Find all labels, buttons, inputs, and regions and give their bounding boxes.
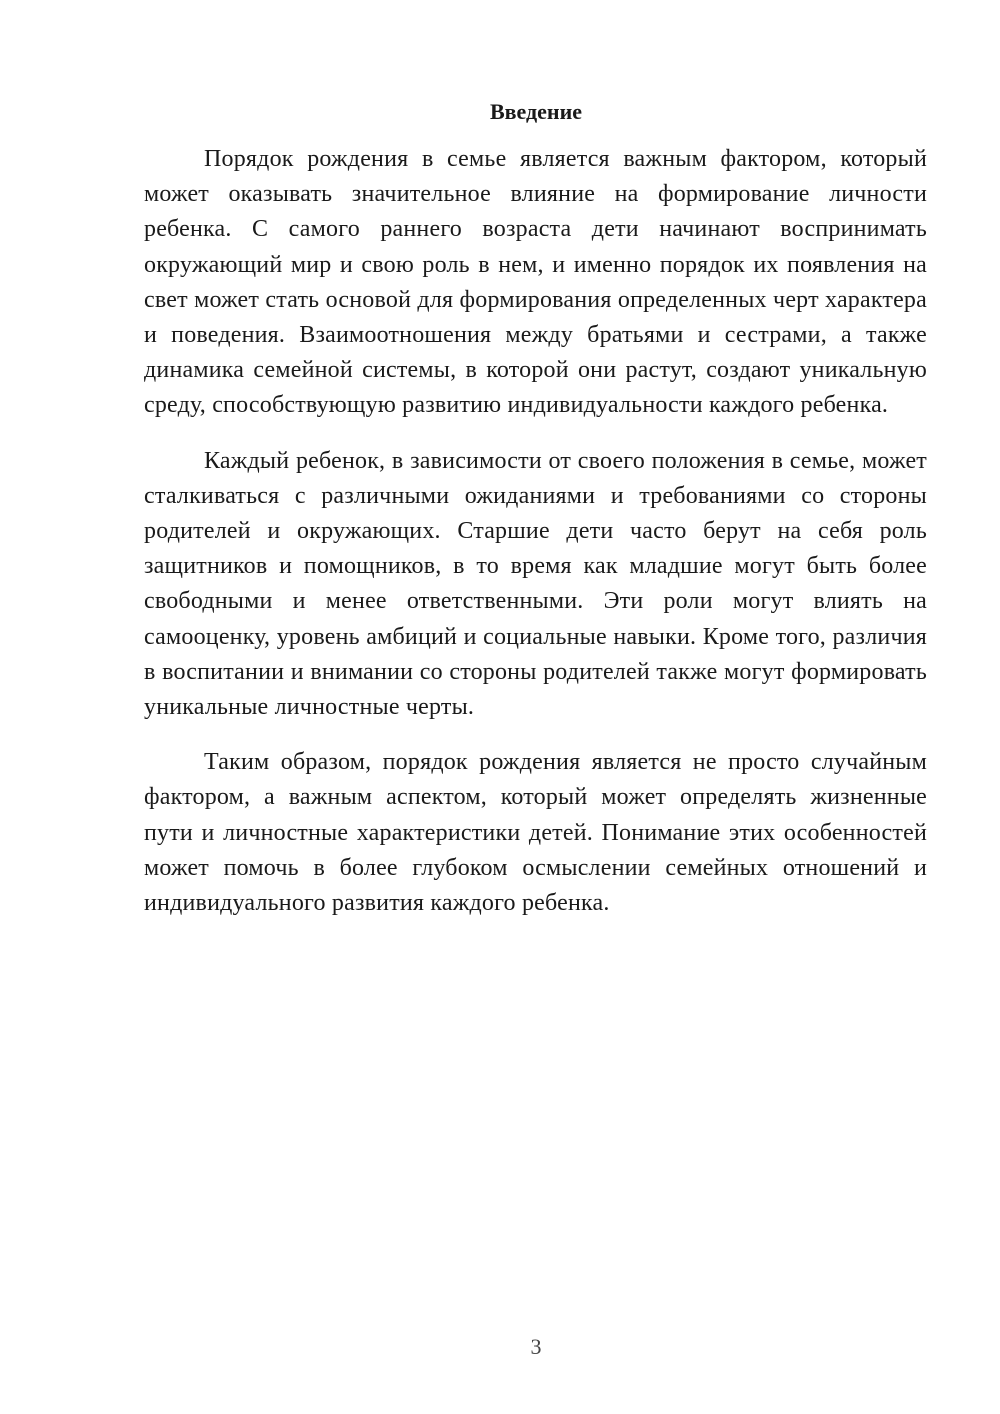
page-number: 3 (530, 1334, 542, 1359)
paragraph: Таким образом, порядок рождения является не просто случайным фактором, а важным аспектом, который может определять жизненные пути и личностные характеристики детей. Понимание этих особенностей может помочь в более глубоком осмыслении семейных отношений и индивидуального развития каждого ребенка. (144, 749, 927, 917)
section-title: Введение (489, 99, 583, 124)
body-text (144, 142, 927, 941)
paragraph: Порядок рождения в семье является важным фактором, который может оказывать значительное влияние на формирование личности ребенка. С самого раннего возраста дети начинают воспринимать окружающий мир и свою роль в нем, и именно порядок их появления на свет может стать основой для формирования определенных черт характера и поведения. Взаимоотношения между братьями и сестрами, а также динамика семейной системы, в которой они растут, создают уникальную среду, способствующую развитию индивидуальности каждого ребенка. (144, 146, 927, 419)
paragraph: Каждый ребенок, в зависимости от своего положения в семье, может сталкиваться с различными ожиданиями и требованиями со стороны родителей и окружающих. Старшие дети часто берут на себя роль защитников и помощников, в то время как младшие могут быть более свободными и менее ответственными. Эти роли могут влиять на самооценку, уровень амбиций и социальные навыки. Кроме того, различия в воспитании и внимании со стороны родителей также могут формировать уникальные личностные черты. (144, 447, 927, 721)
